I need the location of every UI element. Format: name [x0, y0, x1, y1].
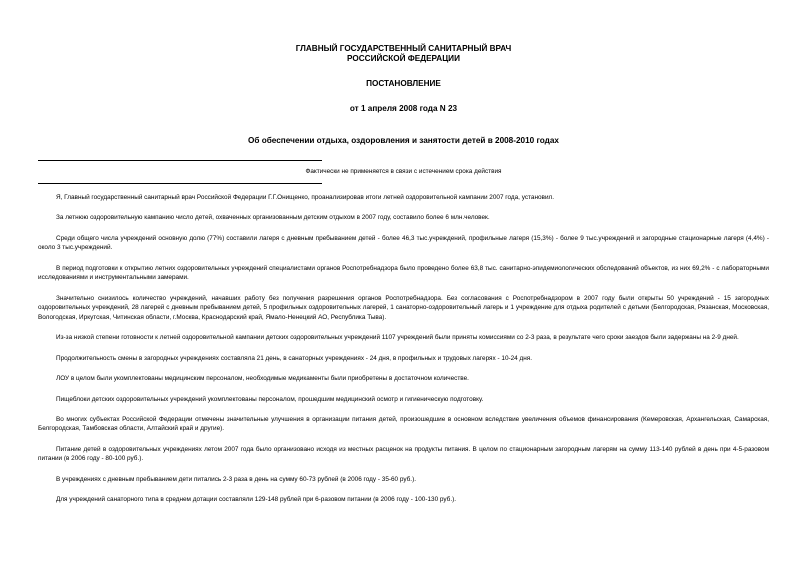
document-date-number: от 1 апреля 2008 года N 23	[349, 104, 458, 113]
paragraph: В учреждениях с дневным пребыванием дети питались 2-3 раза в день на сумму 60-73 рублей (в 2006 году - 35-60 руб.).	[56, 475, 416, 483]
authority-line-2: РОССИЙСКОЙ ФЕДЕРАЦИИ	[347, 54, 460, 63]
validity-notice: Фактически не применяется в связи с истечением срока действия	[305, 168, 502, 175]
authority-line-1: ГЛАВНЫЙ ГОСУДАРСТВЕННЫЙ САНИТАРНЫЙ ВРАЧ	[295, 44, 512, 53]
paragraph: За летнюю оздоровительную кампанию число детей, охваченных организованным детским отдыхом в 2007 году, составило более 6 млн.человек.	[56, 214, 490, 222]
paragraph: Питание детей в оздоровительных учреждениях летом 2007 года было организовано исходя из местных расценок на продукты питания. В целом по стационарным загородным лагерям на сумму 113-140 рублей в день при 4-5-разовом питании (в 2006 году - 80-100 руб.).	[38, 445, 769, 463]
paragraph: Значительно снизилось количество учреждений, начавших работу без получения разрешения органов Роспотребнадзора. Без согласования с Роспотребнадзором в 2007 году были открыты 50 учреждений - 15 загородных оздоровительных учреждений, 28 лагерей с дневным пребыванием детей, 5 профильных оздоровительных лагерей, 1 санаторно-оздоровительный лагерь и 1 учреждение для отдыха родителей с детьми (Белгородская, Рязанская, Московская, Вологодская, Иркутская, Читинская области, г.Москва, Краснодарский край, Ямало-Ненецкий АО, Республика Тыва).	[38, 294, 769, 321]
document-subject: Об обеспечении отдыха, оздоровления и занятости детей в 2008-2010 годах	[248, 136, 559, 145]
paragraph: Во многих субъектах Российской Федерации отмечены значительные улучшения в организации питания детей, произошедшие в основном вследствие увеличения объемов финансирования (Кемеровская, Архангельская, Самарская, Белгородская, Тамбовская области, Алтайский край и другие).	[38, 415, 769, 433]
paragraph: ЛОУ в целом были укомплектованы медицинским персоналом, необходимые медикаменты были приобретены в достаточном количестве.	[56, 375, 469, 383]
document-body	[38, 193, 769, 505]
paragraph: Пищеблоки детских оздоровительных учреждений укомплектованы персоналом, прошедшим медицинский осмотр и гигиеническую подготовку.	[56, 395, 484, 403]
paragraph: Продолжительность смены в загородных учреждениях составляла 21 день, в санаторных учреждениях - 24 дня, в профильных и трудовых лагерях - 10-24 дня.	[56, 354, 533, 362]
paragraph: Для учреждений санаторного типа в среднем дотации составляли 129-148 рублей при 6-разовом питании (в 2006 году - 100-130 руб.).	[56, 496, 456, 504]
paragraph: Из-за низкой степени готовности к летней оздоровительной кампании детских оздоровительных учреждений 1107 учреждений были приняты комиссиями со 2-3 раза, в результате чего сроки заездов были задержаны на 2-9 дней.	[56, 334, 739, 342]
issuing-authority	[38, 0, 769, 64]
paragraph: В период подготовки к открытию летних оздоровительных учреждений специалистами органов Роспотребнадзора было проведено более 63,8 тыс. санитарно-эпидемиологических обследований объектов, из них 69,2% - с лабораторными исследованиями и инструментальными замерами.	[38, 264, 769, 282]
paragraph: Я, Главный государственный санитарный врач Российской Федерации Г.Г.Онищенко, проанализировав итоги летней оздоровительной кампании 2007 года, установил.	[56, 194, 555, 201]
document-type: ПОСТАНОВЛЕНИЕ	[366, 79, 441, 88]
divider-top	[38, 160, 322, 161]
paragraph: Среди общего числа учреждений основную долю (77%) составили лагеря с дневным пребыванием детей - более 46,3 тыс.учреждений, профильные лагеря (15,3%) - более 9 тыс.учреждений и загородные стационарные лагеря (4,4%) - около 3 тыс.учреждений.	[38, 234, 769, 252]
divider-bottom	[38, 183, 322, 184]
